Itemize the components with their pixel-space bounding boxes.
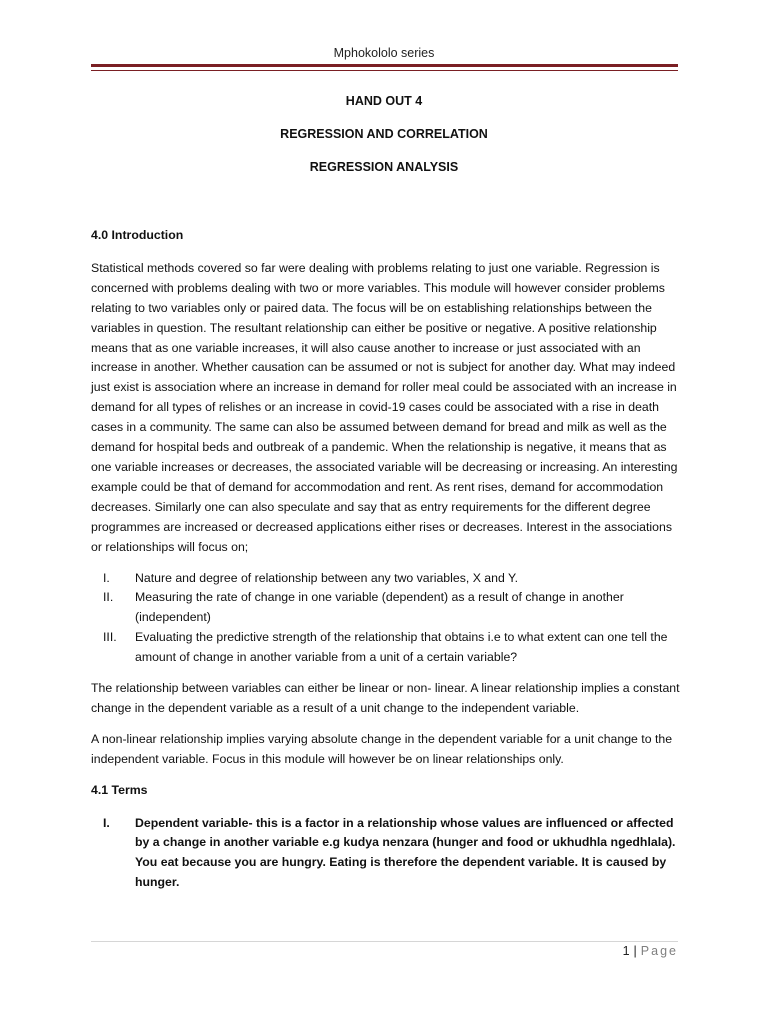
terms-list (91, 814, 681, 894)
list-item-text: Evaluating the predictive strength of the relationship that obtains i.e to what extent can one tell the amount of change in another variable from a unit of a certain variable? (135, 630, 668, 665)
list-item (91, 628, 681, 668)
term-number: I. (103, 815, 110, 830)
nonlinear-paragraph: A non-linear relationship implies varying absolute change in the dependent variable for a unit change to the independent variable. Focus in this module will however be on linear relationships only. (91, 731, 673, 766)
page-label: Page (640, 944, 678, 958)
linear-paragraph: The relationship between variables can either be linear or non- linear. A linear relationship implies a constant change in the dependent variable as a result of a unit change to the independent variable. (91, 681, 680, 715)
page-footer (623, 944, 678, 958)
list-item-number: I. (103, 570, 110, 585)
intro-heading: 4.0 Introduction (91, 228, 184, 242)
topic-title: REGRESSION AND CORRELATION (280, 127, 488, 141)
list-item-number: III. (103, 630, 117, 645)
focus-list (91, 569, 681, 669)
list-item (91, 569, 681, 589)
handout-title: HAND OUT 4 (345, 94, 423, 108)
page-number: 1 (622, 944, 630, 958)
terms-heading: 4.1 Terms (91, 782, 148, 797)
subtopic-title: REGRESSION ANALYSIS (309, 160, 459, 174)
list-item (91, 814, 681, 894)
footer-separator: | (633, 944, 637, 958)
header-rule-thin (91, 70, 678, 71)
running-header: Mphokololo series (333, 46, 435, 60)
list-item-text: Measuring the rate of change in one variable (dependent) as a result of change in another (independent) (135, 590, 624, 625)
list-item-number: II. (103, 590, 114, 605)
term-text: Dependent variable- this is a factor in a relationship whose values are influenced or affected by a change in another variable e.g kudya nenzara (hunger and food or ukhudhla ngedhlala). You eat because you are hungry. Eating is therefore the dependent variable. It is caused by hunger. (135, 815, 676, 890)
list-item (91, 588, 681, 628)
list-item-text: Nature and degree of relationship between any two variables, X and Y. (135, 570, 519, 585)
footer-rule (91, 941, 678, 942)
intro-paragraph: Statistical methods covered so far were dealing with problems relating to just one variable. Regression is concerned with problems dealing with two or more variables. This module will however consider problems relating to two variables only or paired data. The focus will be on establishing relationships between the variables in question. The resultant relationship can either be positive or negative. A positive relationship means that as one variable increases, it will also cause another to increase or just associated with an increase in another. Whether causation can be assumed or not is subject for another day. What may indeed just exist is association where an increase in demand for roller meal could be associated with an increase in demand for all types of relishes or an increase in covid-19 cases could be associated with a rise in death cases in a community. The same can also be assumed between demand for bread and milk as well as the demand for hospital beds and outbreak of a pandemic. When the relationship is negative, it means that as one variable increases or decreases, the associated variable will be decreasing or increasing. An interesting example could be that of demand for accommodation and rent. As rent rises, demand for accommodation decreases. Similarly one can also speculate and say that as entry requirements for the different degree programmes are increased or decreased applications either rises or decreases. Interest in the associations or relationships will focus on; (91, 260, 678, 554)
document-body (91, 226, 681, 904)
header-rule-thick (91, 64, 678, 67)
